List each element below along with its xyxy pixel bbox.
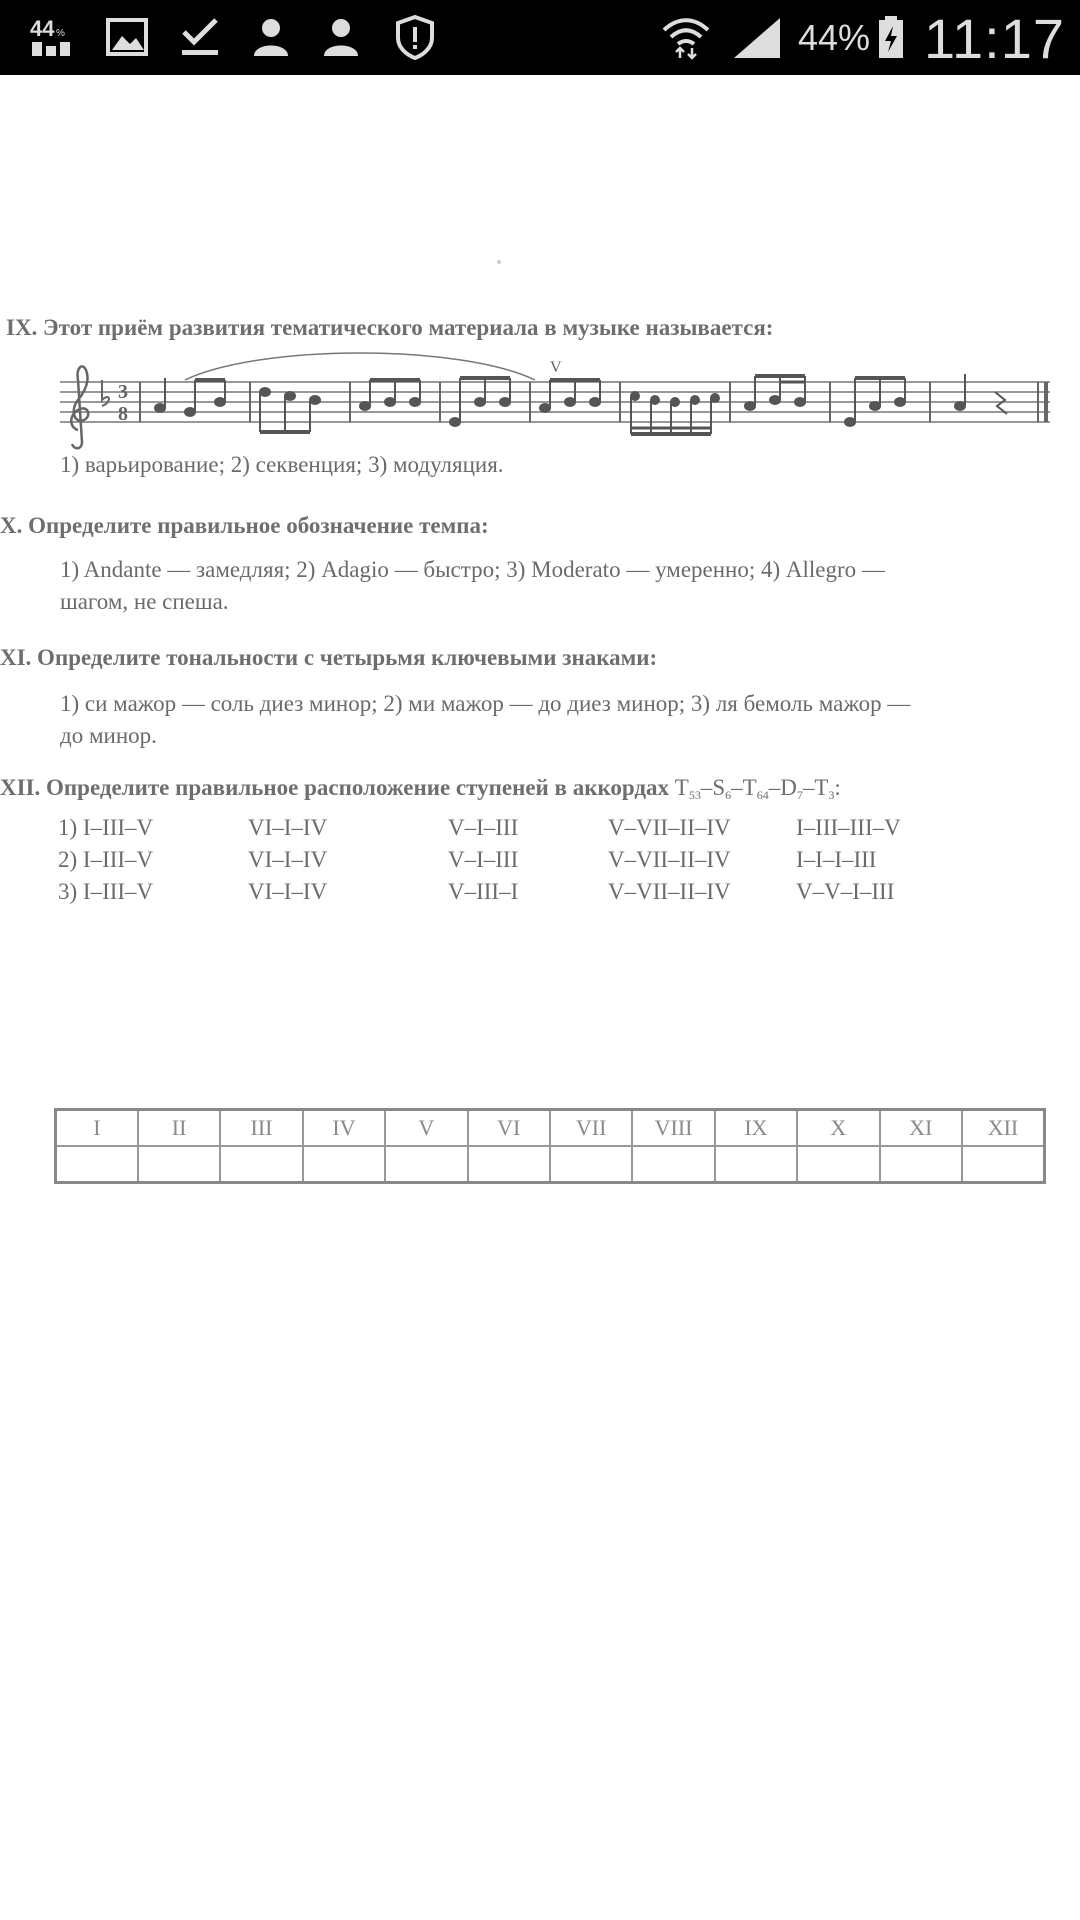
chord-cell: 3) I–III–V <box>58 879 154 904</box>
answer-cell <box>468 1146 550 1183</box>
question-9-options: 1) варьирование; 2) секвенция; 3) модуляция. <box>60 452 504 477</box>
person-icon <box>248 14 294 60</box>
chord-cell: 2) I–III–V <box>58 847 154 872</box>
svg-text:%: % <box>56 28 65 39</box>
answer-table <box>54 1108 1046 1184</box>
answer-table-header: II <box>138 1110 220 1147</box>
question-11-options-line1: 1) си мажор — соль диез минор; 2) ми мажор — до диез минор; 3) ля бемоль мажор — <box>60 691 911 716</box>
answer-cell <box>56 1146 138 1183</box>
treble-clef-icon <box>71 366 88 448</box>
battery-charging-icon <box>876 14 906 60</box>
answer-table-header: X <box>797 1110 879 1147</box>
svg-text:44: 44 <box>30 16 55 41</box>
chord-cell: V–VII–II–IV <box>608 847 731 872</box>
answer-table-header: VI <box>468 1110 550 1147</box>
svg-text:8: 8 <box>118 403 128 425</box>
answer-table-header: I <box>56 1110 138 1147</box>
answer-table-header: VIII <box>632 1110 714 1147</box>
answer-cell <box>303 1146 385 1183</box>
chord-cell: V–III–I <box>448 879 519 904</box>
question-11-options-line2: до минор. <box>60 723 157 748</box>
question-12-heading: XII. Определите правильное расположение ступеней в аккордах $T_{53}-S_6-T_{64}-D_7-T_3$: <box>0 775 841 802</box>
chord-cell: VI–I–IV <box>248 815 328 840</box>
answer-table-header: VII <box>550 1110 632 1147</box>
question-10-heading: X. Определите правильное обозначение темпа: <box>0 513 489 538</box>
chord-cell: VI–I–IV <box>248 847 328 872</box>
answer-table-header: III <box>220 1110 302 1147</box>
answer-table-header: XI <box>880 1110 962 1147</box>
chord-cell: V–V–I–III <box>796 879 895 904</box>
answer-cell <box>797 1146 879 1183</box>
answer-table-header: IX <box>715 1110 797 1147</box>
signal-icon <box>730 14 784 60</box>
answer-cell <box>550 1146 632 1183</box>
document-viewer[interactable] <box>0 75 1080 1920</box>
answer-cell <box>138 1146 220 1183</box>
answer-cell <box>220 1146 302 1183</box>
data-badge-icon <box>28 14 74 60</box>
checkmark-download-icon <box>178 14 224 60</box>
answer-table-answer-row <box>56 1146 1045 1183</box>
chord-cell: 1) I–III–V <box>58 815 154 840</box>
question-9-heading: IX. Этот приём развития тематического материала в музыке называется: <box>6 315 774 340</box>
slur-mark <box>185 353 535 380</box>
svg-text:V: V <box>550 359 562 376</box>
svg-text:3: 3 <box>118 381 128 403</box>
chord-cell: V–I–III <box>448 847 519 872</box>
battery-percent: 44% <box>798 17 871 58</box>
answer-table-header: V <box>385 1110 467 1147</box>
chord-cell: I–III–III–V <box>796 815 901 840</box>
status-bar <box>0 0 1080 75</box>
answer-table-header: IV <box>303 1110 385 1147</box>
chord-cell: I–I–I–III <box>796 847 877 872</box>
wifi-icon <box>660 14 712 60</box>
answer-cell <box>880 1146 962 1183</box>
chord-cell: V–I–III <box>448 815 519 840</box>
question-10-options-line2: шагом, не спеша. <box>60 589 229 614</box>
answer-table-header: XII <box>962 1110 1045 1147</box>
clock: 11:17 <box>924 7 1065 70</box>
image-icon <box>104 14 150 60</box>
scan-speck <box>497 260 501 264</box>
chord-cell: V–VII–II–IV <box>608 815 731 840</box>
person-icon <box>318 14 364 60</box>
question-10-options-line1: 1) Andante — замедляя; 2) Adagio — быстро; 3) Moderato — умеренно; 4) Allegro — <box>60 557 885 582</box>
answer-cell <box>385 1146 467 1183</box>
chord-cell: VI–I–IV <box>248 879 328 904</box>
question-11-heading: XI. Определите тональности с четырьмя ключевыми знаками: <box>0 645 658 670</box>
answer-cell <box>632 1146 714 1183</box>
answer-cell <box>715 1146 797 1183</box>
chord-formula: $T_{53}-S_6-T_{64}-D_7-T_3$: <box>674 775 841 802</box>
answer-cell <box>962 1146 1045 1183</box>
answer-table-header-row <box>56 1110 1045 1147</box>
chord-cell: V–VII–II–IV <box>608 879 731 904</box>
shield-alert-icon <box>392 14 438 60</box>
